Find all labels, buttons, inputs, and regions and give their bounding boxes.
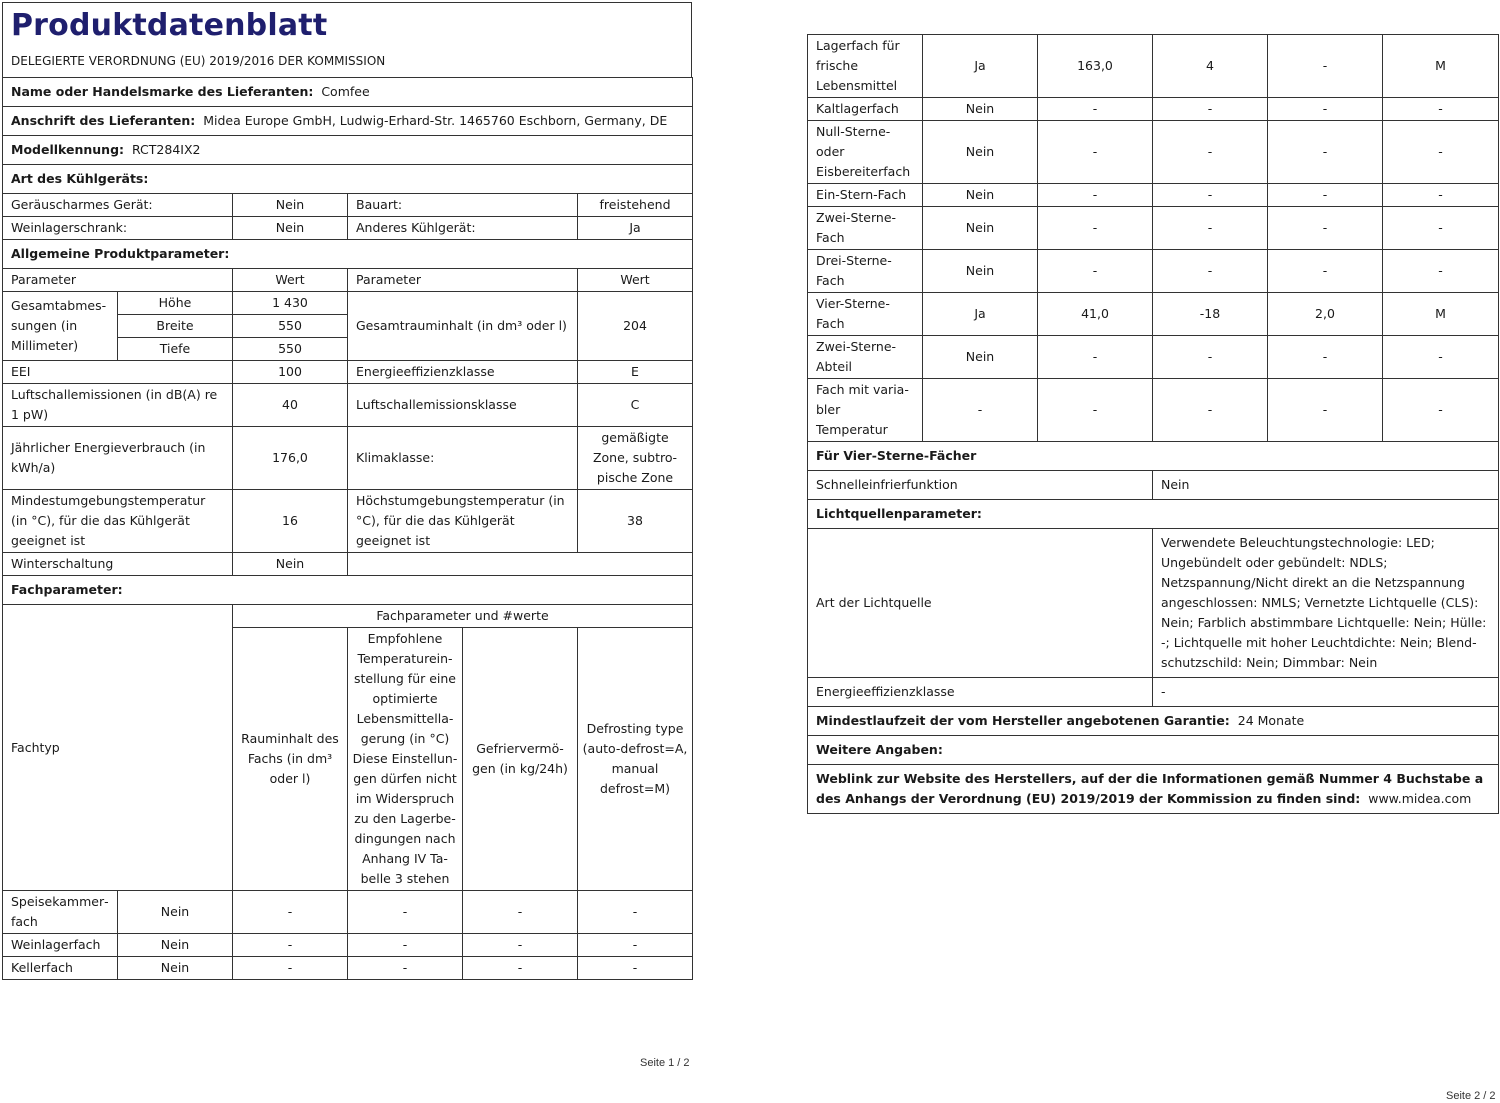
supplier-name-row (3, 78, 693, 107)
type-value: Nein (233, 217, 348, 240)
dimension-name: Höhe (118, 292, 233, 315)
compartment-temperature: - (1153, 336, 1268, 379)
compartment-group-header-row (3, 605, 693, 628)
compartment-row (808, 293, 1499, 336)
compartment-row (808, 184, 1499, 207)
eei-label: EEI (3, 361, 233, 384)
compartment-defrost: - (1383, 121, 1499, 184)
compartment-name: Zwei-Sterne-Fach (808, 207, 923, 250)
column-header-parameter: Parameter (348, 269, 578, 292)
compartment-present: Nein (923, 184, 1038, 207)
climate-class-value: gemäßigte Zone, subtropische Zone (578, 427, 693, 490)
type-row (3, 194, 693, 217)
compartment-row (808, 250, 1499, 293)
compartment-row (3, 957, 693, 980)
dimension-value: 550 (233, 315, 348, 338)
appliance-type-heading: Art des Kühlgeräts: (3, 165, 693, 194)
compartment-defrost: - (1383, 250, 1499, 293)
compartment-freezing: - (463, 934, 578, 957)
compartment-name: Vier-Sterne-Fach (808, 293, 923, 336)
max-temp-label: Höchstumgebungstemperatur (in °C), für die das Kühlgerät geeignet ist (348, 490, 578, 553)
product-data-table (2, 77, 693, 980)
light-class-row (808, 678, 1499, 707)
compartment-volume: - (1038, 98, 1153, 121)
noise-class-label: Luftschallemissionsklasse (348, 384, 578, 427)
general-params-heading-row (3, 240, 693, 269)
light-class-value: - (1153, 678, 1499, 707)
compartment-heading-row (3, 576, 693, 605)
compartment-defrost: - (1383, 207, 1499, 250)
type-value: Nein (233, 194, 348, 217)
compartment-present: Nein (118, 957, 233, 980)
compartment-temperature: - (348, 957, 463, 980)
dimension-value: 1 430 (233, 292, 348, 315)
more-info-heading-row (808, 736, 1499, 765)
compartment-heading: Fachparameter: (3, 576, 693, 605)
compartment-defrost: - (1383, 98, 1499, 121)
type-param: Geräuscharmes Gerät: (3, 194, 233, 217)
compartment-col-defrost: Defrosting type (auto-defrost=A, manual defrost=M) (578, 628, 693, 891)
column-header-wert: Wert (578, 269, 693, 292)
compartment-freezing: - (1268, 250, 1383, 293)
supplier-address-row (3, 107, 693, 136)
compartment-present: - (923, 379, 1038, 442)
noise-value: 40 (233, 384, 348, 427)
compartment-name: Weinlagerfach (3, 934, 118, 957)
page-2 (807, 34, 1498, 814)
compartment-freezing: - (1268, 98, 1383, 121)
type-param: Weinlagerschrank: (3, 217, 233, 240)
general-params-heading: Allgemeine Produktparameter: (3, 240, 693, 269)
compartment-defrost: M (1383, 35, 1499, 98)
column-header-parameter: Parameter (3, 269, 233, 292)
compartment-freezing: - (1268, 379, 1383, 442)
compartment-volume: - (1038, 121, 1153, 184)
light-type-value: Verwendete Beleuchtungstechnologie: LED; Ungebündelt oder gebündelt: NDLS; Netzspannung/Nicht direkt an die Netzspannung angeschlossen: NMLS; Vernetzte Lichtquelle (CLS): Nein; Farblich abstimmbare Lichtquelle: Nein; Hülle: -; Lichtquelle mit hoher Leuchtdichte: Nein; Blendschutzschild: Nein; Dimmbar: Nein (1153, 529, 1499, 678)
dimension-name: Breite (118, 315, 233, 338)
winter-row (3, 553, 693, 576)
empty-cell (348, 553, 693, 576)
supplier-address-label: Anschrift des Lieferanten: (11, 113, 196, 128)
light-type-row (808, 529, 1499, 678)
compartment-freezing: - (1268, 336, 1383, 379)
compartment-present: Ja (923, 293, 1038, 336)
compartment-col-volume: Rauminhalt des Fachs (in dm³ oder l) (233, 628, 348, 891)
compartment-temperature: - (348, 891, 463, 934)
compartment-row (3, 891, 693, 934)
total-volume-value: 204 (578, 292, 693, 361)
page-number: Seite 1 / 2 (640, 1057, 690, 1069)
compartment-freezing: - (463, 957, 578, 980)
light-heading-row (808, 500, 1499, 529)
compartment-temperature: - (348, 934, 463, 957)
warranty-value: 24 Monate (1237, 713, 1305, 728)
column-header-row (3, 269, 693, 292)
compartment-present: Nein (118, 934, 233, 957)
energy-class-value: E (578, 361, 693, 384)
compartment-freezing: - (463, 891, 578, 934)
type-value: Ja (578, 217, 693, 240)
dimension-value: 550 (233, 338, 348, 361)
model-value: RCT284IX2 (131, 142, 201, 157)
product-data-table-continued (807, 34, 1499, 814)
compartment-freezing: - (1268, 35, 1383, 98)
compartment-volume: - (233, 957, 348, 980)
supplier-name-value: Comfee (321, 84, 370, 99)
four-star-heading-row (808, 442, 1499, 471)
compartment-present: Nein (923, 98, 1038, 121)
compartment-col-temperature: Empfohlene Temperatureinstellung für eine optimierte Lebensmittellagerung (in °C) Diese Einstellungen dürfen nicht im Widerspruch zu den Lagerbedingungen nach Anhang IV Tabelle 3 stehen (348, 628, 463, 891)
compartment-temperature: -18 (1153, 293, 1268, 336)
weblink-label: Weblink zur Website des Herstellers, auf der die Informationen gemäß Nummer 4 Buchstabe a des Anhangs der Verordnung (EU) 2019/2019 der Kommission zu finden sind: (816, 771, 1484, 806)
fachtyp-label: Fachtyp (3, 605, 233, 891)
compartment-row (808, 379, 1499, 442)
compartment-volume: 41,0 (1038, 293, 1153, 336)
quick-freeze-label: Schnelleinfrierfunktion (808, 471, 1153, 500)
compartment-volume: - (1038, 250, 1153, 293)
light-type-label: Art der Lichtquelle (808, 529, 1153, 678)
regulation-reference: DELEGIERTE VERORDNUNG (EU) 2019/2016 DER KOMMISSION (11, 54, 386, 68)
compartment-present: Nein (923, 250, 1038, 293)
annual-energy-value: 176,0 (233, 427, 348, 490)
type-value: freistehend (578, 194, 693, 217)
compartment-volume: - (1038, 184, 1153, 207)
compartment-volume: - (233, 934, 348, 957)
type-param: Anderes Kühlgerät: (348, 217, 578, 240)
four-star-heading: Für Vier-Sterne-Fächer (808, 442, 1499, 471)
winter-value: Nein (233, 553, 348, 576)
page-number: Seite 2 / 2 (1446, 1090, 1496, 1102)
quick-freeze-value: Nein (1153, 471, 1499, 500)
winter-label: Winterschaltung (3, 553, 233, 576)
eei-value: 100 (233, 361, 348, 384)
compartment-freezing: - (1268, 207, 1383, 250)
compartment-volume: 163,0 (1038, 35, 1153, 98)
eei-row (3, 361, 693, 384)
light-class-label: Energieeffizienzklasse (808, 678, 1153, 707)
compartment-volume: - (233, 891, 348, 934)
compartment-defrost: - (578, 891, 693, 934)
compartment-temperature: - (1153, 184, 1268, 207)
compartment-temperature: - (1153, 250, 1268, 293)
compartment-defrost: - (1383, 184, 1499, 207)
ambient-temp-row (3, 490, 693, 553)
compartment-name: Zwei-Sterne-Abteil (808, 336, 923, 379)
compartment-present: Nein (118, 891, 233, 934)
compartment-row (808, 98, 1499, 121)
compartment-temperature: - (1153, 379, 1268, 442)
compartment-present: Nein (923, 336, 1038, 379)
weblink-row (808, 765, 1499, 814)
compartment-volume: - (1038, 207, 1153, 250)
page-1 (2, 2, 692, 980)
compartment-volume: - (1038, 336, 1153, 379)
warranty-label: Mindestlaufzeit der vom Hersteller angebotenen Garantie: (816, 713, 1230, 728)
compartment-name: Ein-Stern-Fach (808, 184, 923, 207)
compartment-temperature: - (1153, 98, 1268, 121)
compartment-name: Kellerfach (3, 957, 118, 980)
type-param: Bauart: (348, 194, 578, 217)
energy-class-label: Energieeffizienzklasse (348, 361, 578, 384)
compartment-name: Speisekammerfach (3, 891, 118, 934)
dimensions-label: Gesamtabmessungen (in Millimeter) (3, 292, 118, 361)
annual-energy-row (3, 427, 693, 490)
compartment-defrost: - (578, 957, 693, 980)
compartment-row (808, 336, 1499, 379)
title-block (2, 2, 692, 77)
supplier-address-value: Midea Europe GmbH, Ludwig-Erhard-Str. 1465760 Eschborn, Germany, DE (203, 113, 668, 128)
compartment-temperature: 4 (1153, 35, 1268, 98)
noise-class-value: C (578, 384, 693, 427)
supplier-name-label: Name oder Handelsmarke des Lieferanten: (11, 84, 314, 99)
dimension-name: Tiefe (118, 338, 233, 361)
quick-freeze-row (808, 471, 1499, 500)
warranty-row (808, 707, 1499, 736)
compartment-row (808, 35, 1499, 98)
max-temp-value: 38 (578, 490, 693, 553)
min-temp-label: Mindestumgebungstemperatur (in °C), für die das Kühlgerät geeignet ist (3, 490, 233, 553)
compartment-defrost: - (578, 934, 693, 957)
compartment-name: Lagerfach für frische Lebensmittel (808, 35, 923, 98)
compartment-present: Nein (923, 121, 1038, 184)
compartment-row (3, 934, 693, 957)
document-title: Produktdatenblatt (11, 8, 328, 43)
more-info-heading: Weitere Angaben: (808, 736, 1499, 765)
compartment-row (808, 207, 1499, 250)
dimension-row (3, 292, 693, 315)
compartment-present: Nein (923, 207, 1038, 250)
column-header-wert: Wert (233, 269, 348, 292)
compartment-present: Ja (923, 35, 1038, 98)
compartment-name: Null-Sterne- oder Eisbereiterfach (808, 121, 923, 184)
compartment-defrost: M (1383, 293, 1499, 336)
min-temp-value: 16 (233, 490, 348, 553)
climate-class-label: Klimaklasse: (348, 427, 578, 490)
compartment-name: Kaltlagerfach (808, 98, 923, 121)
compartment-freezing: - (1268, 121, 1383, 184)
compartment-col-freezing: Gefriervermögen (in kg/24h) (463, 628, 578, 891)
compartment-defrost: - (1383, 336, 1499, 379)
compartment-freezing: - (1268, 184, 1383, 207)
compartment-row (808, 121, 1499, 184)
total-volume-label: Gesamtrauminhalt (in dm³ oder l) (348, 292, 578, 361)
annual-energy-label: Jährlicher Energieverbrauch (in kWh/a) (3, 427, 233, 490)
light-source-heading: Lichtquellenparameter: (808, 500, 1499, 529)
noise-row (3, 384, 693, 427)
compartment-temperature: - (1153, 121, 1268, 184)
compartment-group-header: Fachparameter und #werte (233, 605, 693, 628)
weblink-value[interactable]: www.midea.com (1368, 791, 1472, 806)
compartment-freezing: 2,0 (1268, 293, 1383, 336)
model-label: Modellkennung: (11, 142, 125, 157)
compartment-defrost: - (1383, 379, 1499, 442)
appliance-type-heading-row (3, 165, 693, 194)
compartment-volume: - (1038, 379, 1153, 442)
noise-label: Luftschallemissionen (in dB(A) re 1 pW) (3, 384, 233, 427)
compartment-name: Fach mit variabler Temperatur (808, 379, 923, 442)
compartment-temperature: - (1153, 207, 1268, 250)
model-row (3, 136, 693, 165)
compartment-name: Drei-Sterne-Fach (808, 250, 923, 293)
type-row (3, 217, 693, 240)
